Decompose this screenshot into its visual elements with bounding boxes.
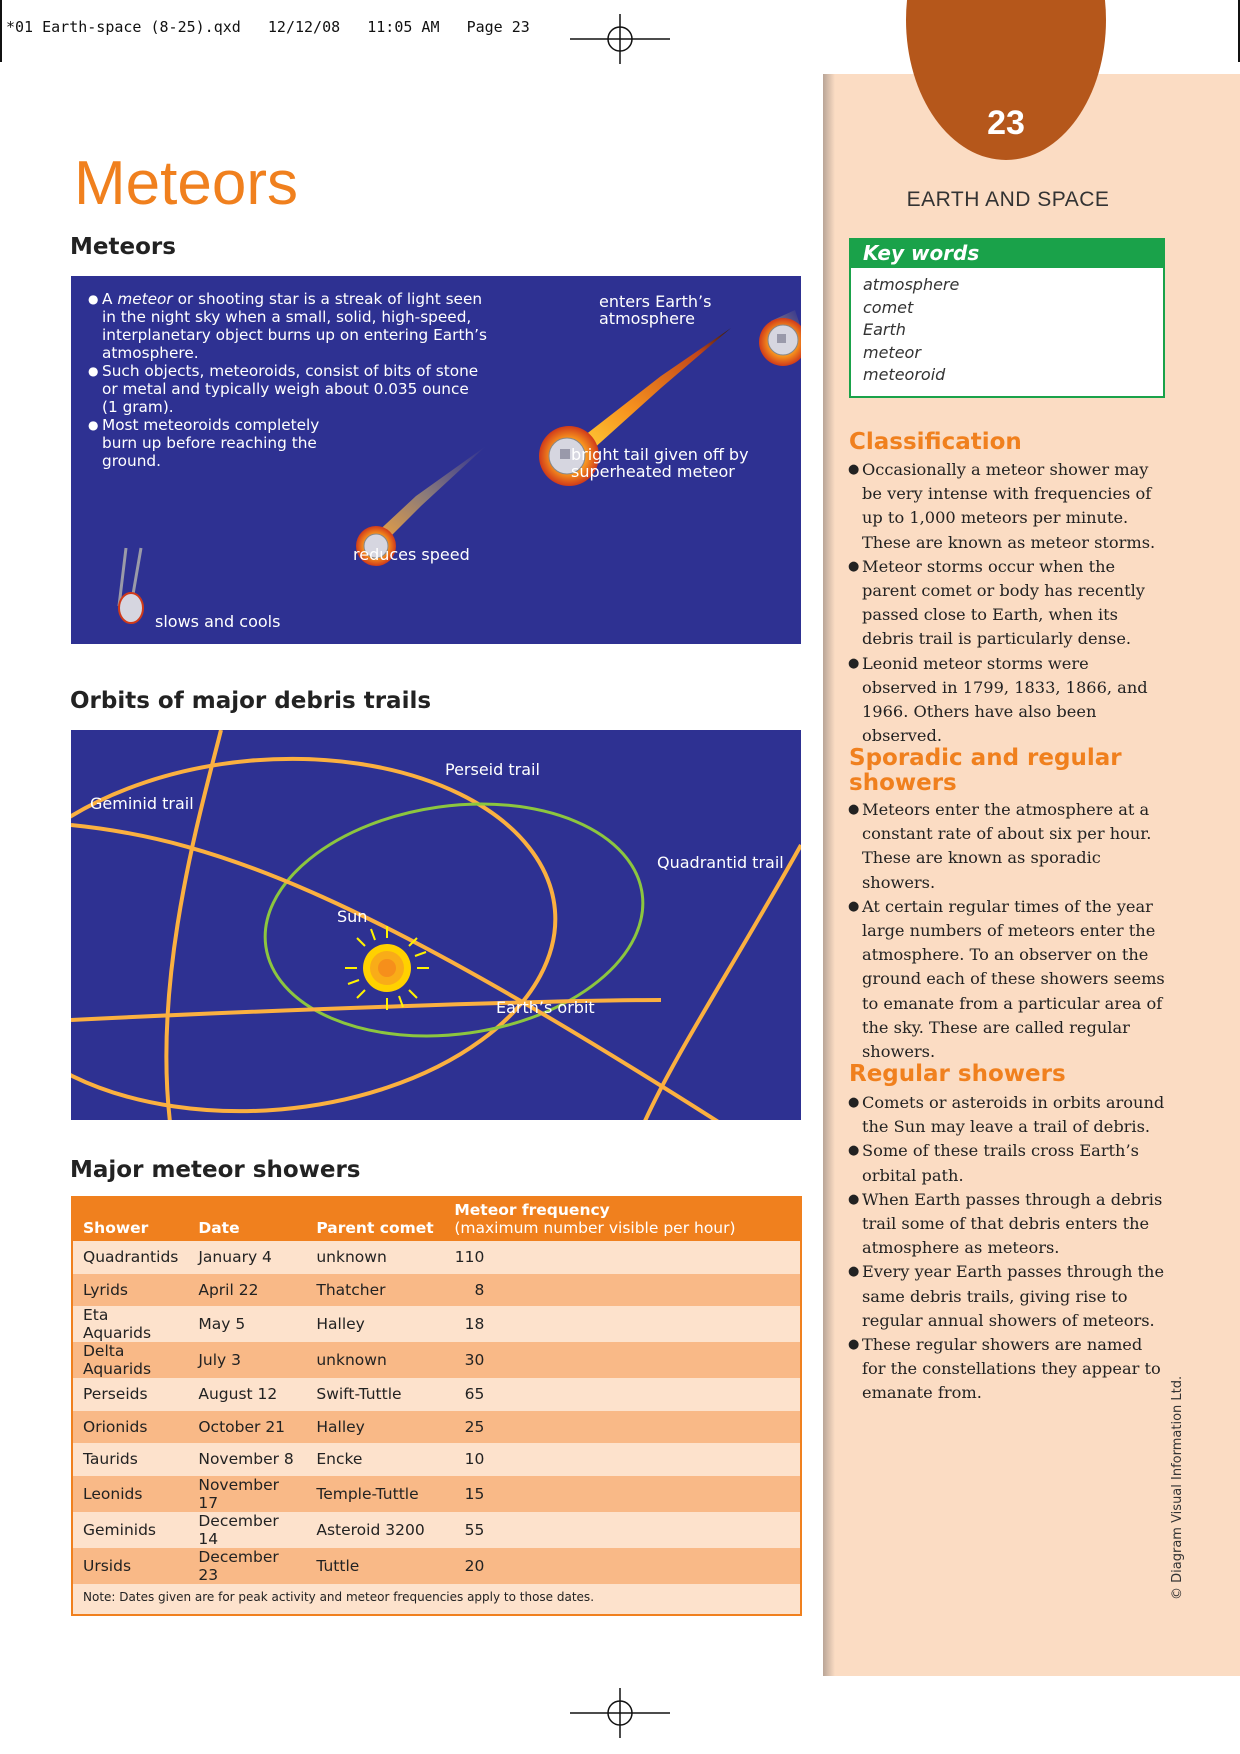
list-item: ● These regular showers are named for the constellations they appear to emanate from. bbox=[848, 1333, 1166, 1406]
cell-date: April 22 bbox=[188, 1274, 306, 1307]
table-row bbox=[73, 1306, 800, 1342]
frequency-value: 55 bbox=[464, 1520, 485, 1539]
cell-parent: Halley bbox=[306, 1411, 444, 1444]
list-item: ● A meteor or shooting star is a streak of light seen in the night sky when a small, solid, high-speed, interplanetary object burns up on entering Earth’s atmosphere. bbox=[88, 290, 488, 362]
table-row bbox=[73, 1342, 800, 1378]
orbits-illustration bbox=[71, 730, 801, 1120]
cell-date: January 4 bbox=[188, 1241, 306, 1274]
key-word: atmosphere bbox=[863, 275, 960, 294]
cell-shower: Quadrantids bbox=[73, 1241, 188, 1274]
sporadic-heading-line2: showers bbox=[849, 770, 957, 796]
cell-frequency bbox=[444, 1411, 800, 1444]
frequency-value: 8 bbox=[474, 1280, 485, 1299]
showers-heading: Major meteor showers bbox=[70, 1157, 361, 1183]
list-item: ● Such objects, meteoroids, consist of bits of stone or metal and typically weigh about 0.035 ounce (1 gram). bbox=[88, 362, 488, 416]
frequency-value: 25 bbox=[464, 1417, 485, 1436]
cell-date: May 5 bbox=[188, 1306, 306, 1342]
cell-frequency bbox=[444, 1342, 800, 1378]
column-header-shower: Shower bbox=[73, 1198, 188, 1241]
table-header-row bbox=[73, 1198, 800, 1241]
table-row bbox=[73, 1378, 800, 1411]
cell-frequency bbox=[444, 1512, 800, 1548]
geminid-trail-a bbox=[166, 730, 221, 1120]
key-word: comet bbox=[863, 297, 914, 317]
regular-heading: Regular showers bbox=[849, 1061, 1066, 1087]
frequency-value: 65 bbox=[464, 1385, 485, 1404]
orbits-heading: Orbits of major debris trails bbox=[70, 688, 432, 714]
table-row bbox=[73, 1443, 800, 1476]
frequency-value: 110 bbox=[454, 1248, 485, 1267]
sporadic-heading-line1: Sporadic and regular bbox=[849, 745, 1122, 771]
table-row bbox=[73, 1512, 800, 1548]
meteor-cooling bbox=[119, 548, 143, 623]
cell-frequency bbox=[444, 1306, 800, 1342]
cell-shower: Eta Aquarids bbox=[73, 1306, 188, 1342]
crop-mark-left bbox=[0, 0, 2, 62]
sporadic-heading bbox=[849, 746, 1122, 796]
orbits-diagram bbox=[71, 730, 801, 1120]
list-item: ● When Earth passes through a debris trail some of that debris enters the atmosphere as meteors. bbox=[848, 1188, 1166, 1261]
table-row bbox=[73, 1476, 800, 1512]
label-earth-orbit: Earth’s orbit bbox=[496, 998, 595, 1017]
registration-mark-bottom bbox=[570, 1688, 670, 1738]
table-row bbox=[73, 1274, 800, 1307]
classification-heading: Classification bbox=[849, 429, 1022, 455]
cell-shower: Delta Aquarids bbox=[73, 1342, 188, 1378]
cell-date: November 17 bbox=[188, 1476, 306, 1512]
sun-icon bbox=[345, 926, 429, 1010]
cell-date: October 21 bbox=[188, 1411, 306, 1444]
table-row bbox=[73, 1411, 800, 1444]
cell-frequency bbox=[444, 1476, 800, 1512]
list-item: ● Meteor storms occur when the parent comet or body has recently passed close to Earth, when its debris trail is particularly dense. bbox=[848, 555, 1166, 652]
column-header-frequency: Meteor frequency (maximum number visible per hour) bbox=[444, 1198, 800, 1241]
cell-shower: Taurids bbox=[73, 1443, 188, 1476]
cell-date: December 23 bbox=[188, 1548, 306, 1584]
label-enters-atmosphere: enters Earth’s atmosphere bbox=[599, 292, 712, 328]
cell-frequency bbox=[444, 1274, 800, 1307]
cell-date: December 14 bbox=[188, 1512, 306, 1548]
regular-list bbox=[848, 1091, 1166, 1406]
cell-parent: Thatcher bbox=[306, 1274, 444, 1307]
cell-parent: Tuttle bbox=[306, 1548, 444, 1584]
frequency-value: 15 bbox=[464, 1484, 485, 1503]
cell-frequency bbox=[444, 1443, 800, 1476]
cell-frequency bbox=[444, 1378, 800, 1411]
label-reduces-speed: reduces speed bbox=[353, 545, 470, 564]
sidebar-edge-shadow bbox=[823, 74, 835, 1676]
print-slug: *01 Earth-space (8-25).qxd 12/12/08 11:05 AM Page 23 bbox=[6, 18, 530, 36]
frequency-value: 18 bbox=[464, 1315, 485, 1333]
table-note: Note: Dates given are for peak activity and meteor frequencies apply to those dates. bbox=[83, 1589, 595, 1604]
key-words-heading: Key words bbox=[851, 240, 1163, 268]
list-item: ● Leonid meteor storms were observed in 1799, 1833, 1866, and 1966. Others have also been observed. bbox=[848, 652, 1166, 749]
section-label: EARTH AND SPACE bbox=[906, 188, 1110, 211]
label-bright-tail: bright tail given off by superheated meteor bbox=[571, 445, 749, 481]
list-item: ● Comets or asteroids in orbits around the Sun may leave a trail of debris. bbox=[848, 1091, 1166, 1139]
cell-frequency bbox=[444, 1548, 800, 1584]
meteor-facts-list bbox=[88, 290, 488, 470]
label-perseid: Perseid trail bbox=[445, 760, 540, 779]
page-title: Meteors bbox=[74, 149, 298, 218]
column-header-parent: Parent comet bbox=[306, 1198, 444, 1241]
copyright-notice: © Diagram Visual Information Ltd. bbox=[1170, 1375, 1185, 1600]
cell-frequency bbox=[444, 1241, 800, 1274]
frequency-value: 30 bbox=[464, 1351, 485, 1369]
list-item: ● Meteors enter the atmosphere at a constant rate of about six per hour. These are known as sporadic showers. bbox=[848, 798, 1166, 895]
key-word: meteoroid bbox=[863, 365, 946, 384]
list-item: ● Some of these trails cross Earth’s orbital path. bbox=[848, 1139, 1166, 1187]
cell-parent: Halley bbox=[306, 1306, 444, 1342]
page-number: 23 bbox=[987, 104, 1025, 142]
cell-shower: Geminids bbox=[73, 1512, 188, 1548]
key-words-box bbox=[849, 238, 1165, 398]
list-item: ● Every year Earth passes through the same debris trails, giving rise to regular annual showers of meteors. bbox=[848, 1260, 1166, 1333]
list-item: ● At certain regular times of the year large numbers of meteors enter the atmosphere. To an observer on the ground each of these showers seems to emanate from a particular area of the sky. These are called regular showers. bbox=[848, 895, 1166, 1064]
cell-shower: Ursids bbox=[73, 1548, 188, 1584]
key-word: Earth bbox=[863, 320, 906, 339]
label-slows-cools: slows and cools bbox=[155, 612, 281, 631]
table-row bbox=[73, 1241, 800, 1274]
label-geminid: Geminid trail bbox=[90, 794, 194, 813]
classification-list bbox=[848, 458, 1166, 748]
cell-date: November 8 bbox=[188, 1443, 306, 1476]
key-word: meteor bbox=[863, 342, 921, 362]
cell-parent: unknown bbox=[306, 1241, 444, 1274]
cell-parent: Swift-Tuttle bbox=[306, 1378, 444, 1411]
cell-parent: Encke bbox=[306, 1443, 444, 1476]
quadrantid-trail-a bbox=[641, 845, 801, 1120]
label-quadrantid: Quadrantid trail bbox=[657, 853, 784, 872]
meteors-heading: Meteors bbox=[70, 234, 176, 260]
frequency-value: 20 bbox=[464, 1556, 485, 1575]
cell-parent: Temple-Tuttle bbox=[306, 1476, 444, 1512]
cell-shower: Orionids bbox=[73, 1411, 188, 1444]
sporadic-list bbox=[848, 798, 1166, 1064]
earth-orbit bbox=[250, 781, 658, 1060]
label-sun: Sun bbox=[337, 907, 368, 926]
cell-date: August 12 bbox=[188, 1378, 306, 1411]
list-item: ● Most meteoroids completely burn up before reaching the ground. bbox=[88, 416, 342, 470]
column-header-date: Date bbox=[188, 1198, 306, 1241]
table-row bbox=[73, 1548, 800, 1584]
cell-parent: Asteroid 3200 bbox=[306, 1512, 444, 1548]
registration-mark-top bbox=[570, 14, 670, 64]
key-words-list bbox=[851, 268, 1163, 393]
meteor-showers-table bbox=[71, 1196, 802, 1616]
cell-date: July 3 bbox=[188, 1342, 306, 1378]
cell-shower: Leonids bbox=[73, 1476, 188, 1512]
cell-shower: Lyrids bbox=[73, 1274, 188, 1307]
frequency-value: 10 bbox=[464, 1450, 485, 1469]
cell-parent: unknown bbox=[306, 1342, 444, 1378]
list-item: ● Occasionally a meteor shower may be very intense with frequencies of up to 1,000 meteors per minute. These are known as meteor storms. bbox=[848, 458, 1166, 555]
cell-shower: Perseids bbox=[73, 1378, 188, 1411]
